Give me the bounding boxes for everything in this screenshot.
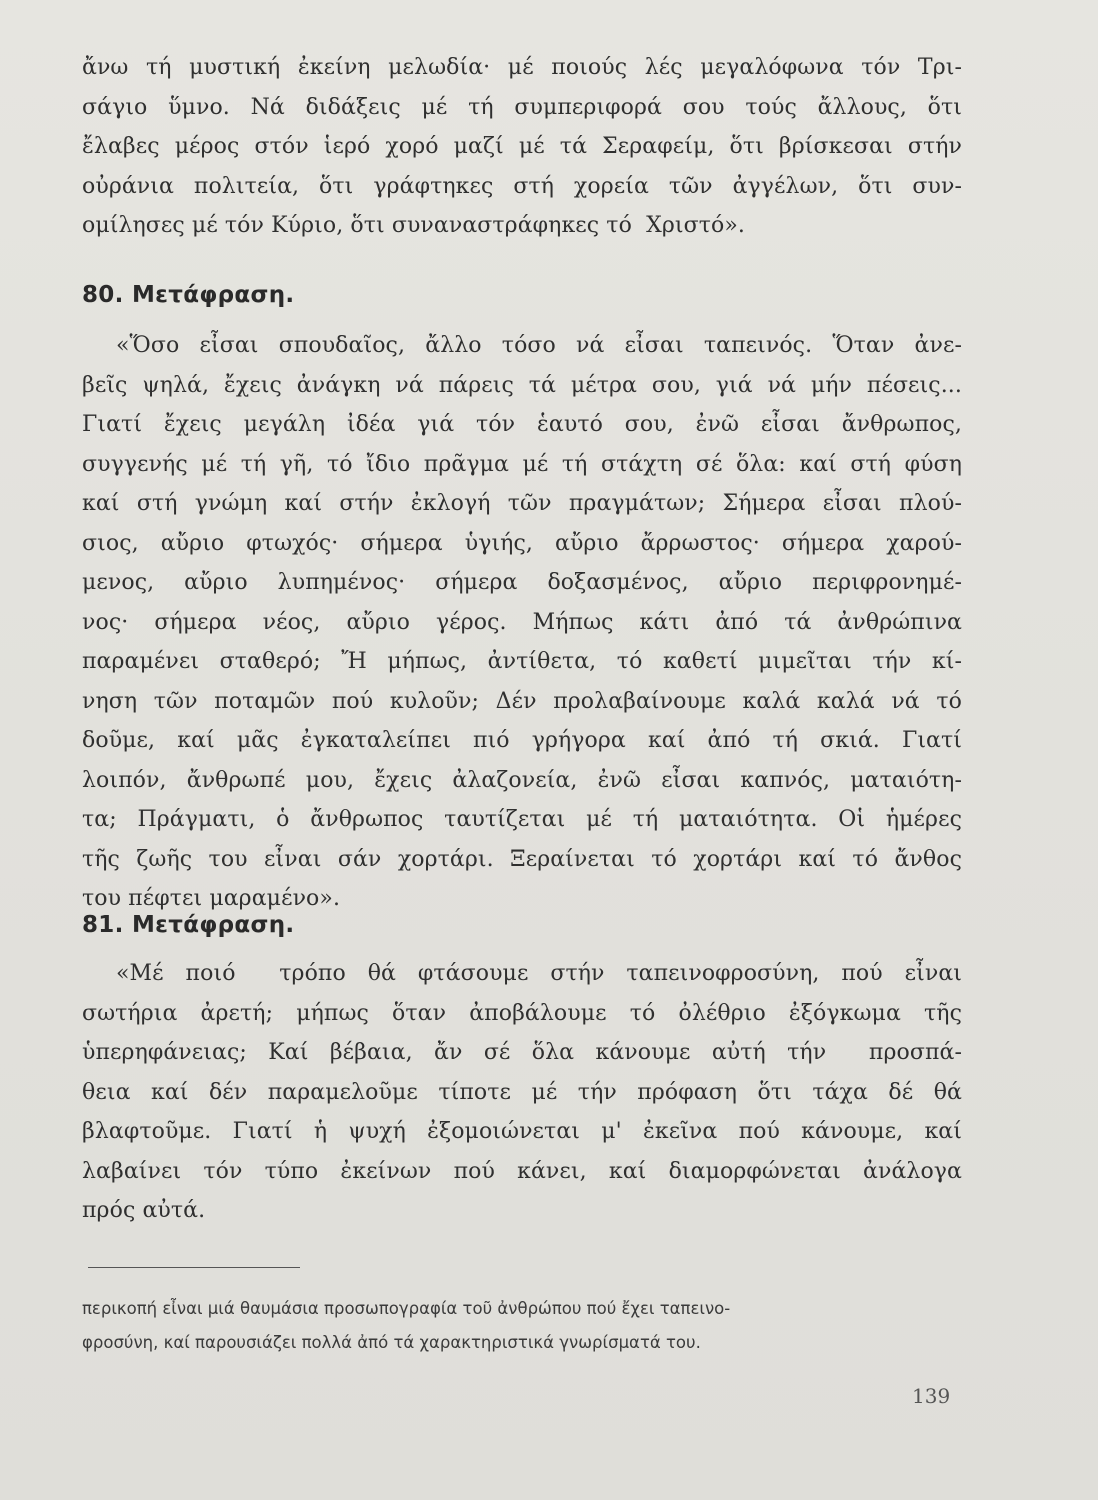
text-line: λαβαίνει τόν τύπο ἐκείνων πού κάνει, καί διαμορφώνεται ἀνάλογα [82,1158,962,1184]
text-line: πρός αὐτά. [82,1198,206,1223]
text-line: λοιπόν, ἄνθρωπέ μου, ἔχεις ἀλαζονεία, ἐνῶ εἶσαι καπνός, ματαιότη- [82,767,962,793]
text-line: Γιατί ἔχεις μεγάλη ἰδέα γιά τόν ἑαυτό σου, ἐνῶ εἶσαι ἄνθρωπος, [82,412,962,437]
footnote [82,1292,962,1360]
text-line: δοῦμε, καί μᾶς ἐγκαταλείπει πιό γρήγορα καί ἀπό τή σκιά. Γιατί [82,728,962,753]
text-line: «Μέ ποιό τρόπο θά φτάσουμε στήν ταπεινοφροσύνη, πού εἶναι [116,961,962,986]
text-line: σάγιο ὕμνο. Νά διδάξεις μέ τή συμπεριφορά σου τούς ἄλλους, ὅτι [82,94,962,120]
section-heading-80: 80. Μετάφραση. [82,282,295,308]
section-80-paragraph [82,326,962,919]
text-line: του πέφτει μαραμένο». [82,886,341,911]
text-line: τῆς ζωῆς του εἶναι σάν χορτάρι. Ξεραίνεται τό χορτάρι καί τό ἄνθος [82,846,962,872]
text-line: μενος, αὔριο λυπημένος· σήμερα δοξασμένος, αὔριο περιφρονημέ- [82,570,962,595]
text-line: καί στή γνώμη καί στήν ἐκλογή τῶν πραγμάτων; Σήμερα εἶσαι πλού- [82,491,962,516]
text-line: παραμένει σταθερό; Ἤ μήπως, ἀντίθετα, τό καθετί μιμεῖται τήν κί- [82,649,962,674]
footnote-line: περικοπή εἶναι μιά θαυμάσια προσωπογραφία τοῦ ἀνθρώπου πού ἔχει ταπεινο- [82,1299,731,1318]
text-line: ὑπερηφάνειας; Καί βέβαια, ἄν σέ ὅλα κάνουμε αὐτή τήν προσπά- [82,1040,962,1065]
text-line: «Ὅσο εἶσαι σπουδαῖος, ἄλλο τόσο νά εἶσαι ταπεινός. Ὅταν ἀνε- [116,333,962,358]
footnote-line: φροσύνη, καί παρουσιάζει πολλά ἀπό τά χαρακτηριστικά γνωρίσματά του. [82,1333,701,1352]
text-line: ομίλησες μέ τόν Κύριο, ὅτι συναναστράφηκες τό Χριστό». [82,213,746,238]
text-line: νος· σήμερα νέος, αὔριο γέρος. Μήπως κάτι ἀπό τά ἀνθρώπινα [82,609,962,635]
page-number: 139 [912,1384,951,1408]
text-line: συγγενής μέ τή γῆ, τό ἴδιο πρᾶγμα μέ τή στάχτη σέ ὅλα: καί στή φύση [82,451,962,477]
text-line: τα; Πράγματι, ὁ ἄνθρωπος ταυτίζεται μέ τή ματαιότητα. Οἱ ἡμέρες [82,807,962,832]
section-heading-81: 81. Μετάφραση. [82,912,295,938]
text-line: νηση τῶν ποταμῶν πού κυλοῦν; Δέν προλαβαίνουμε καλά καλά νά τό [82,688,962,714]
text-line: θεια καί δέν παραμελοῦμε τίποτε μέ τήν πρόφαση ὅτι τάχα δέ θά [82,1079,962,1105]
text-line: βλαφτοῦμε. Γιατί ἡ ψυχή ἐξομοιώνεται μ' ἐκεῖνα πού κάνουμε, καί [82,1119,962,1144]
text-line: ἄνω τή μυστική ἐκείνη μελωδία· μέ ποιούς λές μεγαλόφωνα τόν Τρι- [82,55,962,80]
section-81-paragraph [82,954,962,1231]
text-line: σιος, αὔριο φτωχός· σήμερα ὑγιής, αὔριο ἄρρωστος· σήμερα χαρού- [82,530,962,556]
text-line: οὐράνια πολιτεία, ὅτι γράφτηκες στή χορεία τῶν ἀγγέλων, ὅτι συν- [82,173,962,199]
footnote-divider [88,1267,300,1268]
text-line: σωτήρια ἀρετή; μήπως ὅταν ἀποβάλουμε τό ὀλέθριο ἐξόγκωμα τῆς [82,1000,962,1026]
intro-paragraph [82,48,962,246]
text-line: ἔλαβες μέρος στόν ἱερό χορό μαζί μέ τά Σεραφείμ, ὅτι βρίσκεσαι στήν [82,134,962,159]
text-line: βεῖς ψηλά, ἔχεις ἀνάγκη νά πάρεις τά μέτρα σου, γιά νά μήν πέσεις... [82,372,962,398]
